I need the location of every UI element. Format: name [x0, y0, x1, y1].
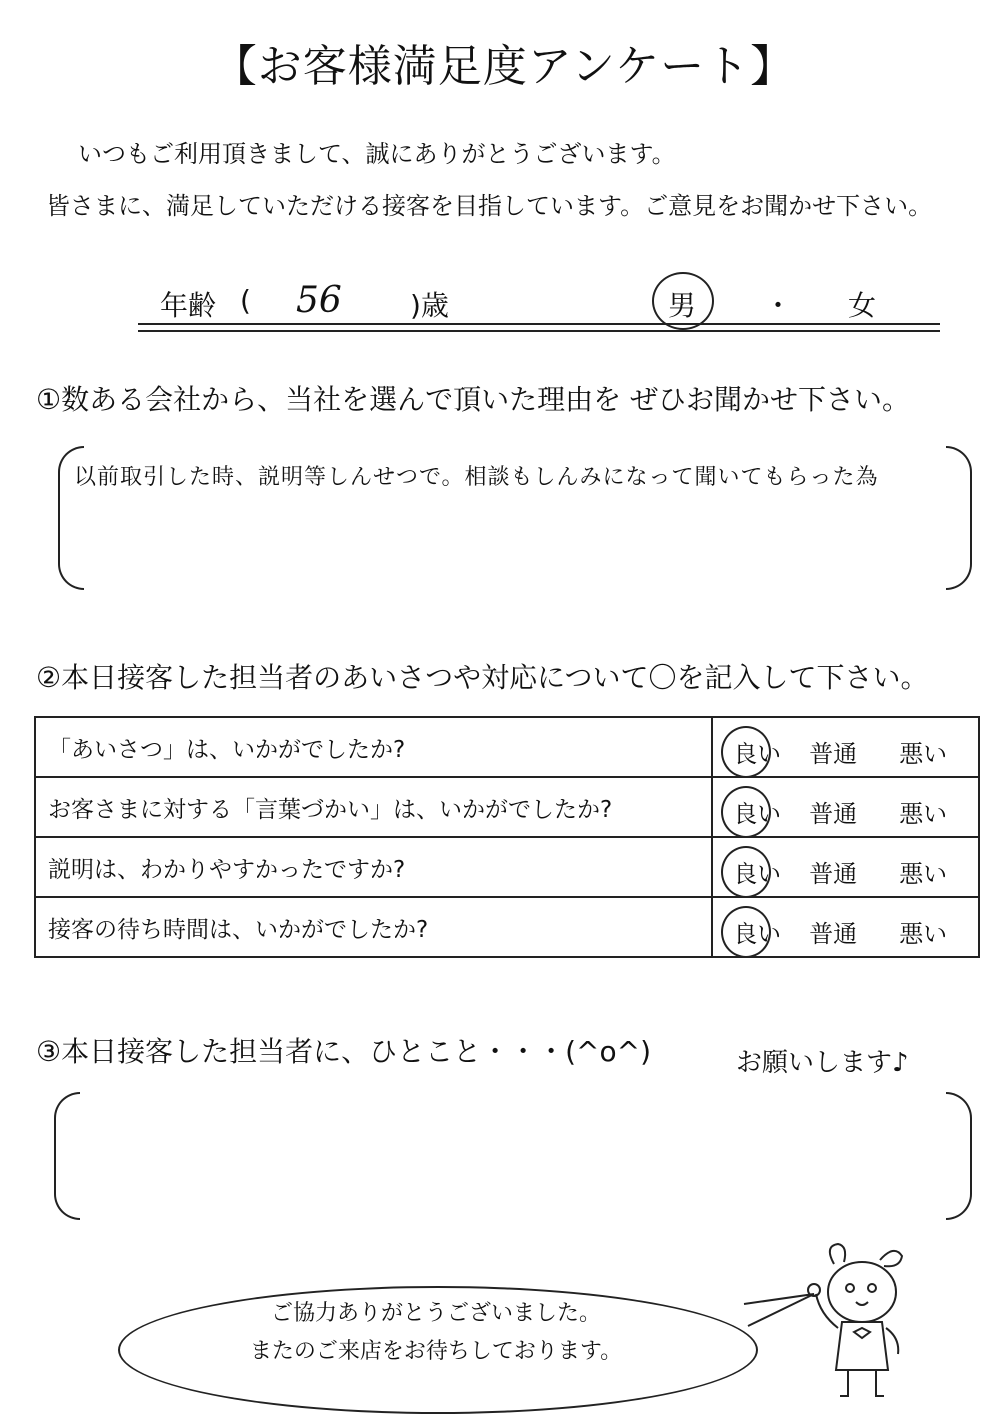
age-value[interactable]: 56: [296, 280, 342, 321]
rating-row: [35, 837, 979, 897]
rating-row: [35, 717, 979, 777]
gender-separator: ・: [764, 289, 793, 322]
rating-option-good[interactable]: 良い: [733, 860, 782, 888]
intro-line-2: 皆さまに、満足していただける接客を目指しています。ご意見をお聞かせ下さい。: [46, 192, 933, 220]
rating-option-avg[interactable]: 普通: [809, 860, 858, 888]
rating-table: [34, 716, 980, 958]
divider-line: [138, 323, 940, 325]
q3-request: お願いします♪: [736, 1048, 909, 1078]
closing-line-2: またのご来店をお待ちしております。: [249, 1339, 623, 1364]
mascot-ribbon-right: [880, 1251, 902, 1266]
q3-bracket-left: [54, 1092, 80, 1220]
rating-option-bad[interactable]: 悪い: [899, 860, 948, 888]
gender-option-female[interactable]: 女: [848, 289, 877, 322]
rating-options: [712, 777, 979, 837]
rating-option-bad[interactable]: 悪い: [899, 800, 948, 828]
rating-option-avg[interactable]: 普通: [809, 740, 858, 768]
gender-option-male[interactable]: 男: [668, 289, 697, 322]
rating-option-avg[interactable]: 普通: [809, 800, 858, 828]
rating-option-good[interactable]: 良い: [733, 740, 782, 768]
rating-options: [712, 897, 979, 957]
age-open-paren: (: [240, 284, 251, 317]
rating-row: [35, 777, 979, 837]
q3-question: ③本日接客した担当者に、ひとこと・・・(^o^): [36, 1035, 652, 1068]
age-label: 年齢: [160, 289, 217, 322]
age-unit: )歳: [410, 289, 449, 322]
closing-line-1: ご協力ありがとうございました。: [270, 1301, 601, 1326]
rating-question: 接客の待ち時間は、いかがでしたか?: [35, 897, 712, 957]
rating-question: 説明は、わかりやすかったですか?: [35, 837, 712, 897]
rating-option-bad[interactable]: 悪い: [899, 740, 948, 768]
rating-option-good[interactable]: 良い: [733, 920, 782, 948]
rating-options: [712, 717, 979, 777]
rating-row: [35, 897, 979, 957]
mascot-ribbon-left: [830, 1244, 845, 1264]
q1-bracket-right: [946, 446, 972, 590]
q3-bracket-right: [946, 1092, 972, 1220]
intro-line-1: いつもご利用頂きまして、誠にありがとうございます。: [78, 140, 676, 168]
mascot-illustration: [782, 1236, 932, 1416]
rating-option-bad[interactable]: 悪い: [899, 920, 948, 948]
rating-option-good[interactable]: 良い: [733, 800, 782, 828]
rating-question: 「あいさつ」は、いかがでしたか?: [35, 717, 712, 777]
q3-answer-area[interactable]: [80, 1104, 940, 1204]
q1-answer-handwritten[interactable]: 以前取引した時、説明等しんせつで。相談もしんみになって聞いてもらった為: [74, 465, 879, 490]
survey-title: 【お客様満足度アンケート】: [212, 41, 796, 92]
rating-option-avg[interactable]: 普通: [809, 920, 858, 948]
divider-line: [138, 330, 940, 332]
q1-question: ①数ある会社から、当社を選んで頂いた理由を ぜひお聞かせ下さい。: [36, 383, 911, 416]
q2-question: ②本日接客した担当者のあいさつや対応について〇を記入して下さい。: [36, 661, 929, 694]
rating-question: お客さまに対する「言葉づかい」は、いかがでしたか?: [35, 777, 712, 837]
rating-options: [712, 837, 979, 897]
